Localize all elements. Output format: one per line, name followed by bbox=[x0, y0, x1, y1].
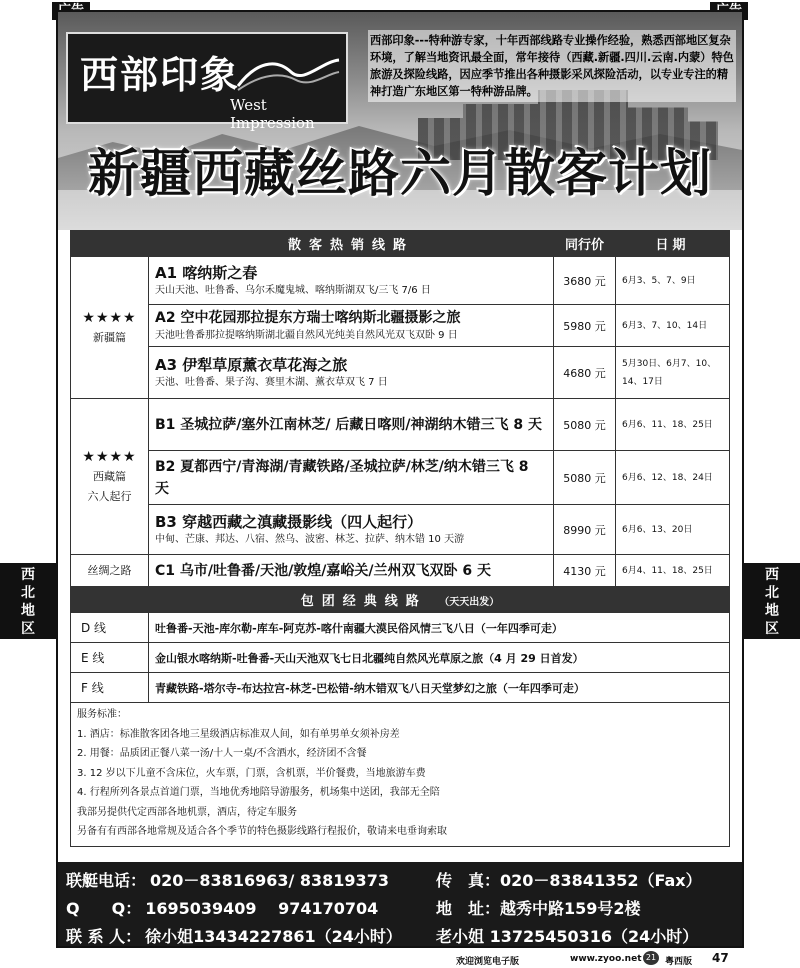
dates-a1: 6月3、5、7、9日 bbox=[616, 257, 730, 305]
category-silk-road: 丝绸之路 bbox=[71, 555, 149, 587]
category-tibet: ★★★★ 西藏篇 六人起行 bbox=[71, 399, 149, 555]
price-a3: 4680 元 bbox=[554, 347, 616, 399]
table-row bbox=[71, 643, 730, 673]
star-rating: ★★★★ bbox=[82, 448, 137, 465]
contact-fax: 传 真：020－83841352（Fax） bbox=[436, 871, 702, 890]
route-c1: C1 乌市/吐鲁番/天池/敦煌/嘉峪关/兰州双飞双卧 6 天 bbox=[149, 555, 554, 587]
contact-phone: 联艇电话： 020－83816963/ 83819373 bbox=[66, 871, 389, 890]
brand-name-cn: 西部印象 bbox=[80, 52, 241, 97]
dates-b3: 6月6、13、20日 bbox=[616, 505, 730, 555]
table-row bbox=[71, 451, 730, 505]
service-line: 另备有有西部各地常规及适合各个季节的特色摄影线路行程报价，敬请来电垂询索取 bbox=[77, 826, 447, 837]
contact-address: 地 址：越秀中路159号2楼 bbox=[436, 899, 641, 918]
header-routes: 散客热销线路 bbox=[149, 231, 554, 257]
route-b1: B1 圣城拉萨/塞外江南林芝/ 后藏日喀则/神湖纳木错三飞 8 天 bbox=[149, 399, 554, 451]
price-b1: 5080 元 bbox=[554, 399, 616, 451]
brand-logo bbox=[66, 32, 348, 132]
price-a2: 5980 元 bbox=[554, 305, 616, 347]
price-a1: 3680 元 bbox=[554, 257, 616, 305]
route-b3: B3 穿越西藏之滇藏摄影线（四人起行） 中甸、芒康、邦达、八宿、然乌、波密、林芝、拉萨、纳木错 10 天游 bbox=[149, 505, 554, 555]
footer-badge: 21 bbox=[643, 951, 659, 965]
header-spacer bbox=[71, 231, 149, 257]
brand-name-en: West Impression bbox=[230, 96, 315, 132]
table-row bbox=[71, 613, 730, 643]
header-date: 日期 bbox=[616, 231, 730, 257]
package-desc-f: 青藏铁路-塔尔寺-布达拉宫-林芝-巴松错-纳木错双飞八日天堂梦幻之旅（一年四季可走） bbox=[149, 673, 730, 703]
mountain-wave-icon bbox=[236, 52, 341, 92]
page-title: 新疆西藏丝路六月散客计划 bbox=[87, 144, 712, 204]
route-a1: A1 喀纳斯之春 天山天池、吐鲁番、乌尔禾魔鬼城、喀纳斯湖双飞/三飞 7/6 日 bbox=[149, 257, 554, 305]
header-price: 同行价 bbox=[554, 231, 616, 257]
ad-frame bbox=[56, 10, 744, 948]
contact-qq: Q Q： 1695039409 974170704 bbox=[66, 899, 379, 918]
hero-banner bbox=[58, 12, 742, 230]
service-line: 1. 酒店：标准散客团各地三星级酒店标准双人间，如有单男单女须补房差 bbox=[77, 728, 400, 740]
footer-site-link[interactable]: www.zyoo.net bbox=[570, 954, 642, 964]
region-tab-right: 西 北 地 区 bbox=[744, 563, 800, 639]
table-row bbox=[71, 347, 730, 399]
price-c1: 4130 元 bbox=[554, 555, 616, 587]
price-b3: 8990 元 bbox=[554, 505, 616, 555]
dates-a3: 5月30日、6月7、10、14、17日 bbox=[616, 347, 730, 399]
page-number: 47 bbox=[712, 951, 729, 965]
table-row bbox=[71, 305, 730, 347]
contact-person-2: 老小姐 13725450316（24小时） bbox=[436, 927, 699, 946]
package-header: 包团经典线路 （天天出发） bbox=[71, 587, 730, 613]
dates-b1: 6月6、11、18、25日 bbox=[616, 399, 730, 451]
dates-a2: 6月3、7、10、14日 bbox=[616, 305, 730, 347]
page-footer bbox=[0, 950, 800, 968]
package-desc-d: 吐鲁番-天池-库尔勒-库车-阿克苏-喀什南疆大漠民俗风情三飞八日（一年四季可走） bbox=[149, 613, 730, 643]
service-line: 4. 行程所列各景点首道门票，当地优秀地陪导游服务，机场集中送团，我部无全陪 bbox=[77, 787, 440, 798]
service-standards bbox=[71, 703, 730, 847]
brand-intro: 西部印象---特种游专家，十年西部线路专业操作经验，熟悉西部地区复杂环境，了解当地资讯最全面，常年接待（西藏.新疆.四川.云南.内蒙）特色旅游及探险线路，因应季节推出各种摄影采风探险活动，以专业专注的精神打造广东地区第一特种游品牌。 bbox=[368, 30, 736, 102]
price-b2: 5080 元 bbox=[554, 451, 616, 505]
footer-note: 欢迎浏览电子版 bbox=[456, 957, 520, 967]
table-row bbox=[71, 673, 730, 703]
dates-c1: 6月4、11、18、25日 bbox=[616, 555, 730, 587]
route-table bbox=[70, 230, 730, 847]
table-row bbox=[71, 555, 730, 587]
contact-bar bbox=[58, 862, 742, 948]
route-b2: B2 夏都西宁/青海湖/青藏铁路/圣城拉萨/林芝/纳木错三飞 8 天 bbox=[149, 451, 554, 505]
package-code-d: D 线 bbox=[71, 613, 149, 643]
dates-b2: 6月6、12、18、24日 bbox=[616, 451, 730, 505]
route-a2: A2 空中花园那拉提东方瑞士喀纳斯北疆摄影之旅 天池吐鲁番那拉提喀纳斯湖北疆自然风光纯美自然风光双飞双卧 9 日 bbox=[149, 305, 554, 347]
footer-edition: 粤西版 bbox=[665, 957, 693, 967]
service-line: 2. 用餐：品质团正餐八菜一汤/十人一桌/不含酒水，经济团不含餐 bbox=[77, 748, 367, 759]
region-tab-left: 西 北 地 区 bbox=[0, 563, 56, 639]
service-title: 服务标准： bbox=[77, 709, 127, 720]
route-a3: A3 伊犁草原薰衣草花海之旅 天池、吐鲁番、果子沟、赛里木湖、薰衣草双飞 7 日 bbox=[149, 347, 554, 399]
service-line: 我部另提供代定西部各地机票，酒店，待定车服务 bbox=[77, 806, 297, 818]
table-row bbox=[71, 399, 730, 451]
package-code-f: F 线 bbox=[71, 673, 149, 703]
star-rating: ★★★★ bbox=[82, 309, 137, 326]
service-line: 3. 12 岁以下儿童不含床位，火车票，门票，含机票，半价餐费，当地旅游车费 bbox=[77, 767, 426, 779]
category-xinjiang: ★★★★ 新疆篇 bbox=[71, 257, 149, 399]
table-row bbox=[71, 505, 730, 555]
package-desc-e: 金山银水喀纳斯-吐鲁番-天山天池双飞七日北疆纯自然风光草原之旅（4 月 29 日首发） bbox=[149, 643, 730, 673]
package-code-e: E 线 bbox=[71, 643, 149, 673]
table-row bbox=[71, 257, 730, 305]
contact-person: 联 系 人： 徐小姐13434227861（24小时） bbox=[66, 927, 402, 946]
